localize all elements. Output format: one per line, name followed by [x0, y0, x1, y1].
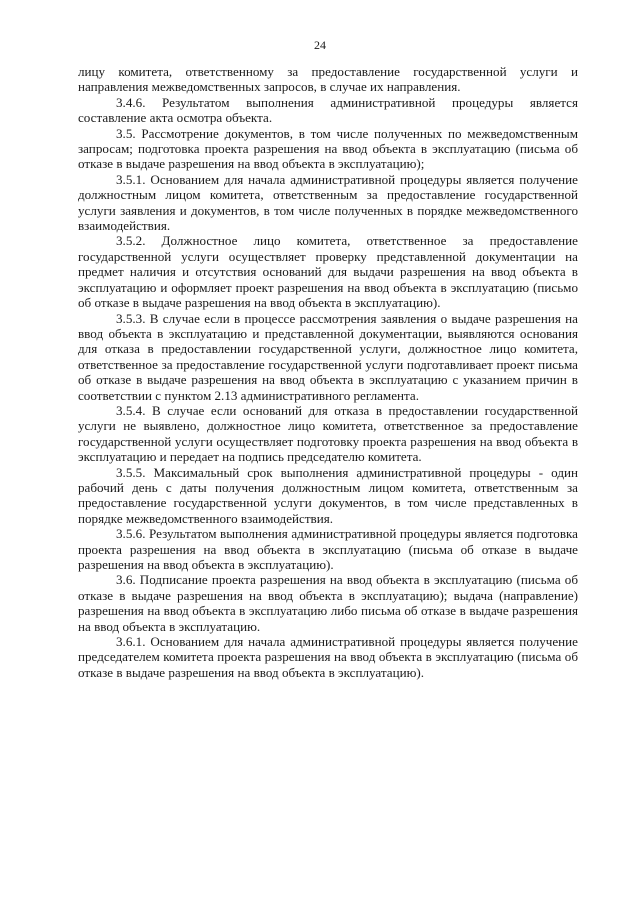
paragraph: 3.5.4. В случае если оснований для отказа в предоставлении государственной услуги не выявлено, должностное лицо комитета, ответственное за предоставление государственной услуги осуществляет подготовку проекта разрешения на ввод объекта в эксплуатацию и передает на подпись председателю комитета.: [78, 402, 578, 465]
paragraph: 3.6. Подписание проекта разрешения на ввод объекта в эксплуатацию (письма об отказе в выдаче разрешения на ввод объекта в эксплуатацию); выдача (направление) разрешения на ввод объекта в эксплуатацию либо письма об отказе в выдаче разрешения на ввод объекта в эксплуатацию.: [78, 572, 578, 634]
paragraph: 3.6.1. Основанием для начала административной процедуры является получение председателем комитета проекта разрешения на ввод объекта в эксплуатацию (письма об отказе в выдаче разрешения на ввод объекта в эксплуатацию).: [78, 634, 578, 680]
page-number: 24: [314, 38, 326, 52]
paragraph: 3.5. Рассмотрение документов, в том числе полученных по межведомственным запросам; подготовка проекта разрешения на ввод объекта в эксплуатацию (письма об отказе в выдаче разрешения на ввод объекта в эксплуатацию);: [78, 125, 578, 172]
paragraph: 3.5.1. Основанием для начала административной процедуры является получение должностным лицом комитета, ответственным за предоставление государственной услуги заявления и документов, в том числе полученных в порядке межведомственного взаимодействия.: [78, 171, 578, 234]
paragraph: 3.5.6. Результатом выполнения административной процедуры является подготовка проекта разрешения на ввод объекта в эксплуатацию (письма об отказе в выдаче разрешения на ввод объекта в эксплуатацию).: [78, 526, 578, 572]
paragraph: 3.5.5. Максимальный срок выполнения административной процедуры - один рабочий день с даты получения должностным лицом комитета, ответственным за предоставление государственной услуги документов, в том числе представленных в порядке межведомственного взаимодействия.: [78, 464, 578, 526]
paragraph: лицу комитета, ответственному за предоставление государственной услуги и направления межведомственных запросов, в случае их направления.: [78, 64, 578, 95]
paragraph: 3.5.2. Должностное лицо комитета, ответственное за предоставление государственной услуги осуществляет проверку представленной документации на предмет наличия и отсутствия оснований для выдачи разрешения на ввод объекта в эксплуатацию и оформляет проект разрешения на ввод объекта в эксплуатацию (письмо об отказе в выдаче разрешения на ввод объекта в эксплуатацию).: [78, 233, 578, 311]
paragraph: 3.4.6. Результатом выполнения административной процедуры является составление акта осмотра объекта.: [78, 94, 578, 126]
document-body: [78, 64, 578, 680]
paragraph: 3.5.3. В случае если в процессе рассмотрения заявления о выдаче разрешения на ввод объекта в эксплуатацию и представленной документации, выявляются основания для отказа в предоставлении государственной услуги, должностное лицо комитета, ответственное за предоставление государственной услуги подготавливает проект письма об отказе в выдаче разрешения на ввод объекта в эксплуатацию с указанием причин в соответствии с пунктом 2.13 административного регламента.: [78, 310, 578, 403]
